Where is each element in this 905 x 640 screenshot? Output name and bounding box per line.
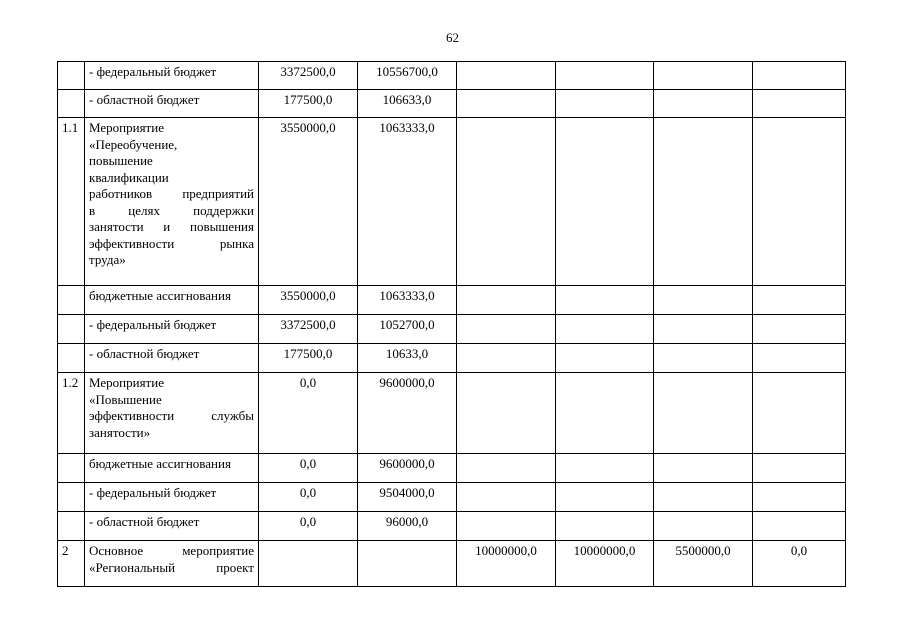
table-row [58,62,846,90]
value-cell-col6 [753,315,846,344]
row-description [85,541,259,587]
value-cell-col2: 9600000,0 [358,373,457,454]
value-cell-col1: 177500,0 [259,344,358,373]
value-cell-col3 [457,286,556,315]
value-cell-col2: 9600000,0 [358,454,457,483]
row-number [58,454,85,483]
table-row [58,373,846,454]
value-cell-col2: 106633,0 [358,90,457,118]
value-cell-col6 [753,286,846,315]
budget-table [57,61,846,587]
description-line: эффективности службы [89,408,254,423]
description-line: «Переобучение, [89,136,178,152]
table-row [58,483,846,512]
value-cell-col2: 1063333,0 [358,118,457,286]
value-cell-col3: 10000000,0 [457,541,556,587]
table-row [58,454,846,483]
description-line: бюджетные ассигнования [89,456,231,471]
value-cell-col5: 5500000,0 [654,541,753,587]
description-line: труда» [89,252,126,267]
description-line: - федеральный бюджет [89,64,217,79]
row-description [85,344,259,373]
value-cell-col4 [556,454,654,483]
value-cell-col1 [259,541,358,587]
value-cell-col2 [358,541,457,587]
value-cell-col6 [753,454,846,483]
value-cell-col4 [556,344,654,373]
value-cell-col2: 10633,0 [358,344,457,373]
value-cell-col5 [654,373,753,454]
description-line: повышение [89,153,153,168]
row-description [85,373,259,454]
description-line: эффективности рынка [89,235,254,251]
value-cell-col1: 0,0 [259,483,358,512]
row-description [85,118,259,286]
value-cell-col4 [556,483,654,512]
table-row [58,512,846,541]
row-description [85,62,259,90]
value-cell-col4 [556,373,654,454]
description-line: - федеральный бюджет [89,317,217,332]
value-cell-col6 [753,62,846,90]
description-line: Мероприятие [89,375,164,390]
value-cell-col3 [457,62,556,90]
row-number [58,90,85,118]
value-cell-col6 [753,483,846,512]
row-description [85,286,259,315]
value-cell-col5 [654,118,753,286]
description-line: Мероприятие [89,120,164,135]
row-number [58,315,85,344]
row-number [58,483,85,512]
value-cell-col4 [556,512,654,541]
value-cell-col1: 0,0 [259,512,358,541]
value-cell-col4 [556,118,654,286]
row-number: 1.2 [58,373,85,454]
description-line: занятости» [89,424,151,440]
description-line: - областной бюджет [89,92,200,107]
value-cell-col5 [654,62,753,90]
row-number [58,62,85,90]
table-row [58,286,846,315]
description-line: «Повышение [89,391,162,407]
value-cell-col6 [753,118,846,286]
value-cell-col1: 3372500,0 [259,315,358,344]
value-cell-col4 [556,62,654,90]
value-cell-col2: 96000,0 [358,512,457,541]
value-cell-col4 [556,315,654,344]
table-row [58,90,846,118]
description-line: квалификации [89,169,169,185]
value-cell-col5 [654,344,753,373]
value-cell-col3 [457,315,556,344]
row-description [85,454,259,483]
description-line: - областной бюджет [89,346,200,361]
value-cell-col5 [654,315,753,344]
row-description [85,315,259,344]
table-row [58,344,846,373]
value-cell-col6: 0,0 [753,541,846,587]
value-cell-col1: 3550000,0 [259,286,358,315]
value-cell-col2: 1063333,0 [358,286,457,315]
row-description [85,90,259,118]
row-number: 1.1 [58,118,85,286]
value-cell-col1: 3550000,0 [259,118,358,286]
description-line: Основное мероприятие [89,543,254,558]
value-cell-col1: 3372500,0 [259,62,358,90]
description-line: занятости и повышения [89,219,254,234]
value-cell-col4: 10000000,0 [556,541,654,587]
value-cell-col3 [457,118,556,286]
value-cell-col1: 0,0 [259,373,358,454]
row-number [58,286,85,315]
row-description [85,512,259,541]
value-cell-col3 [457,90,556,118]
value-cell-col4 [556,90,654,118]
value-cell-col6 [753,344,846,373]
value-cell-col3 [457,344,556,373]
value-cell-col6 [753,373,846,454]
row-number [58,512,85,541]
table-row [58,315,846,344]
description-line: в целях поддержки [89,202,254,218]
value-cell-col2: 10556700,0 [358,62,457,90]
value-cell-col5 [654,483,753,512]
value-cell-col2: 1052700,0 [358,315,457,344]
value-cell-col6 [753,512,846,541]
description-line: - областной бюджет [89,514,200,529]
table-row [58,118,846,286]
value-cell-col5 [654,286,753,315]
row-number [58,344,85,373]
row-number: 2 [58,541,85,587]
page-number: 62 [446,30,459,45]
row-description [85,483,259,512]
value-cell-col6 [753,90,846,118]
value-cell-col5 [654,512,753,541]
table-body [58,62,846,587]
description-line: «Региональный проект [89,559,254,575]
value-cell-col5 [654,90,753,118]
value-cell-col5 [654,454,753,483]
value-cell-col3 [457,373,556,454]
description-line: - федеральный бюджет [89,485,217,500]
value-cell-col3 [457,512,556,541]
value-cell-col3 [457,483,556,512]
value-cell-col1: 0,0 [259,454,358,483]
value-cell-col4 [556,286,654,315]
table-row [58,541,846,587]
value-cell-col1: 177500,0 [259,90,358,118]
value-cell-col3 [457,454,556,483]
value-cell-col2: 9504000,0 [358,483,457,512]
description-line: работников предприятий [89,186,254,201]
description-line: бюджетные ассигнования [89,288,231,303]
